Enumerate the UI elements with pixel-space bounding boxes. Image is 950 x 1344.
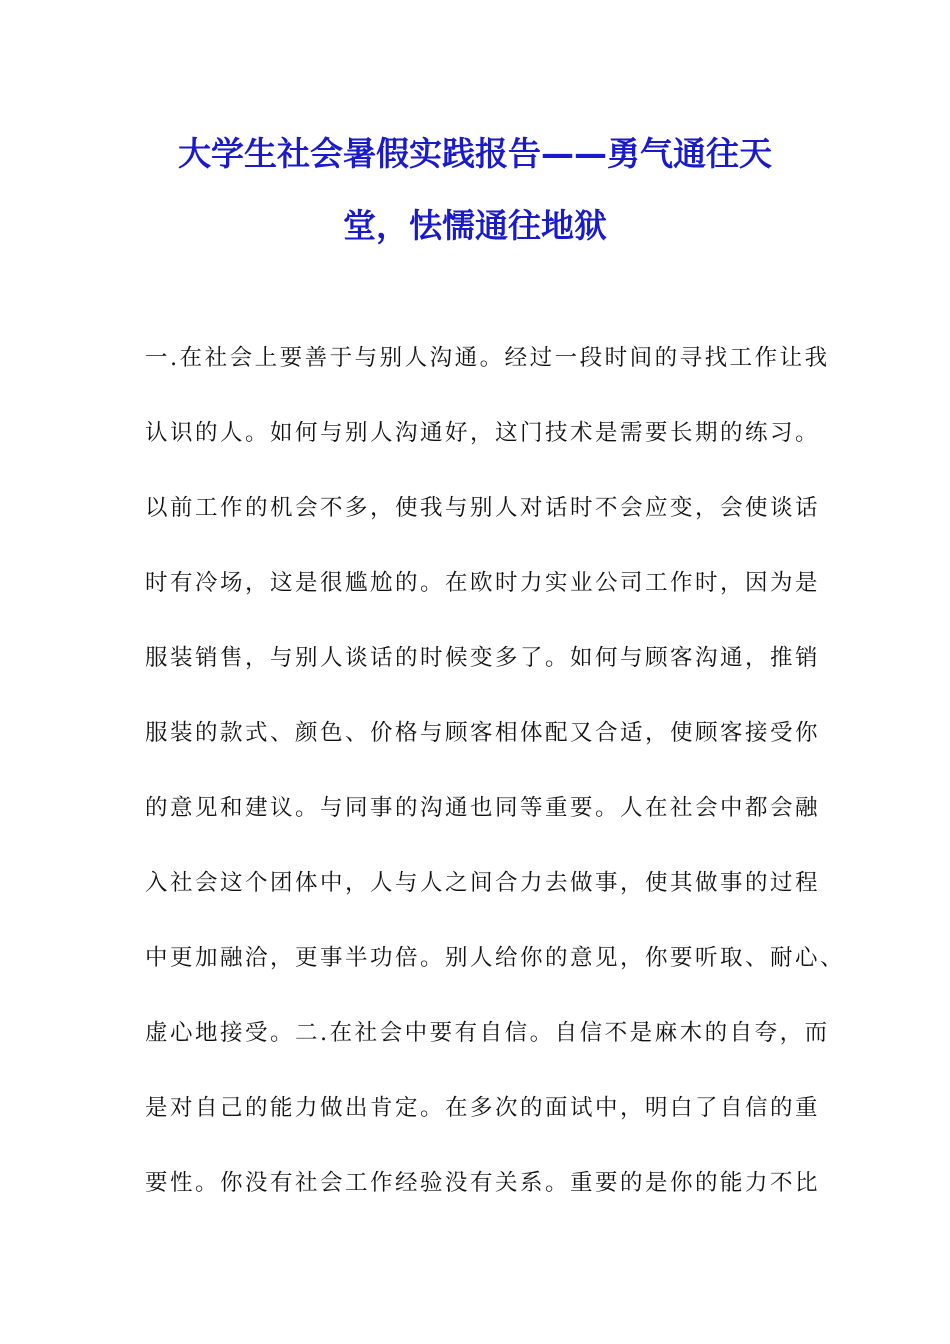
body-line-1: 一.在社会上要善于与别人沟通。经过一段时间的寻找工作让我 xyxy=(145,345,830,371)
title-line-2: 堂，怯懦通往地狱 xyxy=(343,206,607,245)
body-line-10: 虚心地接受。二.在社会中要有自信。自信不是麻木的自夸，而 xyxy=(145,1020,830,1046)
body-line-12: 要性。你没有社会工作经验没有关系。重要的是你的能力不比 xyxy=(145,1170,821,1196)
body-line-4: 时有冷场，这是很尴尬的。在欧时力实业公司工作时，因为是 xyxy=(145,570,821,596)
body-line-2: 认识的人。如何与别人沟通好，这门技术是需要长期的练习。 xyxy=(145,420,821,446)
body-line-11: 是对自己的能力做出肯定。在多次的面试中，明白了自信的重 xyxy=(145,1095,821,1121)
body-line-3: 以前工作的机会不多，使我与别人对话时不会应变，会使谈话 xyxy=(145,495,821,521)
body-line-6: 服装的款式、颜色、价格与顾客相体配又合适，使顾客接受你 xyxy=(145,720,821,746)
body-line-8: 入社会这个团体中，人与人之间合力去做事，使其做事的过程 xyxy=(145,870,821,896)
title-line-1: 大学生社会暑假实践报告——勇气通往天 xyxy=(178,134,772,173)
body-line-5: 服装销售，与别人谈话的时候变多了。如何与顾客沟通，推销 xyxy=(145,645,821,671)
body-line-7: 的意见和建议。与同事的沟通也同等重要。人在社会中都会融 xyxy=(145,795,821,821)
body-line-9: 中更加融洽，更事半功倍。别人给你的意见，你要听取、耐心、 xyxy=(145,945,846,971)
